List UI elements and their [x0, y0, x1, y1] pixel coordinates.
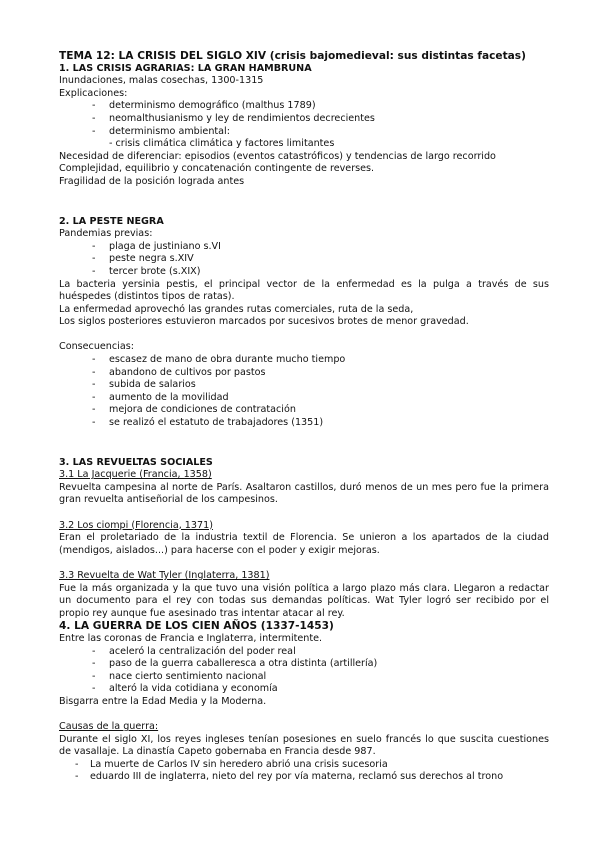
subsection-heading: 3.3 Revuelta de Wat Tyler (Inglaterra, 1381)	[59, 569, 270, 581]
section-1-heading: 1. LAS CRISIS AGRARIAS: LA GRAN HAMBRUNA	[59, 62, 312, 74]
document-title: TEMA 12: LA CRISIS DEL SIGLO XIV (crisis bajomedieval: sus distintas facetas)	[59, 50, 526, 62]
list-item: - abandono de cultivos por pastos	[92, 366, 266, 378]
text-line: Explicaciones:	[59, 87, 128, 99]
list-item: - subida de salarios	[92, 379, 196, 391]
list-item: - tercer brote (s.XIX)	[92, 265, 201, 277]
list-item: - aceleró la centralización del poder real	[92, 645, 296, 657]
list-item-text: La muerte de Carlos IV sin heredero abrió una crisis sucesoria	[90, 758, 388, 770]
list-item-text: escasez de mano de obra durante mucho tiempo	[109, 354, 346, 366]
list-item-text: plaga de justiniano s.VI	[109, 240, 221, 252]
list-item: - se realizó el estatuto de trabajadores (1351)	[92, 417, 324, 429]
paragraph: Revuelta campesina al norte de París. Asaltaron castillos, duró menos de un mes pero fue la primera gran revuelta antiseñorial de los campesinos.	[59, 481, 549, 506]
list-item: - La muerte de Carlos IV sin heredero abrió una crisis sucesoria	[75, 758, 388, 770]
paragraph: Durante el siglo XI, los reyes ingleses tenían posesiones en suelo francés lo que suscita cuestiones de vasallaje. La dinastía Capeto gobernaba en Francia desde 987.	[59, 733, 549, 758]
section-2-heading: 2. LA PESTE NEGRA	[59, 215, 164, 227]
paragraph: Eran el proletariado de la industria textil de Florencia. Se unieron a los apartados de la ciudad (mendigos, aislados...) para hacerse con el poder y exigir mejoras.	[59, 532, 549, 556]
paragraph: La bacteria yersinia pestis, el principal vector de la enfermedad es la pulga a través de sus huéspedes (distintos tipos de ratas).	[59, 278, 549, 303]
list-item-text: nace cierto sentimiento nacional	[109, 670, 267, 682]
text-line: Necesidad de diferenciar: episodios (eventos catastróficos) y tendencias de largo recorrido	[59, 150, 496, 162]
text-line: Consecuencias:	[59, 341, 134, 353]
list-item-text: eduardo III de inglaterra, nieto del rey por vía materna, reclamó sus derechos al trono	[90, 771, 504, 783]
subsection-heading: 3.1 La Jacquerie (Francia, 1358)	[59, 469, 212, 481]
paragraph: Fue la más organizada y la que tuvo una visión política a largo plazo más clara. Llegaron a redactar un documento para el rey con todas sus demandas políticas. Wat Tyler logró ser recibido por el propio rey aunque fue asesinado tras intentar atacar al rey.	[59, 582, 549, 619]
list-item: - plaga de justiniano s.VI	[92, 240, 221, 252]
text-line: Fragilidad de la posición lograda antes	[59, 175, 245, 187]
list-item-text: neomalthusianismo y ley de rendimientos decrecientes	[109, 112, 375, 124]
list-item-text: aceleró la centralización del poder real	[109, 645, 296, 657]
text-line: Los siglos posteriores estuvieron marcados por sucesivos brotes de menor gravedad.	[59, 316, 469, 328]
text-line: Inundaciones, malas cosechas, 1300-1315	[59, 75, 264, 87]
list-item-text: aumento de la movilidad	[109, 391, 229, 403]
text-line: Entre las coronas de Francia e Inglaterra, intermitente.	[59, 632, 323, 644]
list-item-text: peste negra s.XIV	[109, 253, 194, 265]
text-line: Bisgarra entre la Edad Media y la Moderna.	[59, 695, 267, 707]
list-item-text: determinismo demográfico (malthus 1789)	[109, 100, 316, 112]
list-item: - peste negra s.XIV	[92, 253, 194, 265]
list-item-text: alteró la vida cotidiana y economía	[109, 683, 278, 695]
list-item: - paso de la guerra caballeresca a otra distinta (artillería)	[92, 658, 378, 670]
list-item-text: mejora de condiciones de contratación	[109, 404, 296, 416]
list-item: - nace cierto sentimiento nacional	[92, 670, 267, 682]
list-item: - escasez de mano de obra durante mucho tiempo	[92, 354, 346, 366]
list-item: - mejora de condiciones de contratación	[92, 404, 296, 416]
section-4-heading: 4. LA GUERRA DE LOS CIEN AÑOS (1337-1453)	[59, 620, 334, 633]
sub-list-item: - crisis climática climática y factores limitantes	[109, 138, 335, 150]
list-item: - eduardo III de inglaterra, nieto del rey por vía materna, reclamó sus derechos al trono	[75, 771, 504, 783]
section-3-heading: 3. LAS REVUELTAS SOCIALES	[59, 456, 213, 468]
list-item: - alteró la vida cotidiana y economía	[92, 683, 278, 695]
list-item: - neomalthusianismo y ley de rendimientos decrecientes	[92, 112, 375, 124]
document-page	[59, 50, 549, 784]
list-item-text: subida de salarios	[109, 379, 196, 391]
text-line: La enfermedad aprovechó las grandes rutas comerciales, ruta de la seda,	[59, 303, 414, 315]
subsection-heading: Causas de la guerra:	[59, 721, 159, 733]
list-item-text: tercer brote (s.XIX)	[109, 265, 201, 277]
list-item: - determinismo ambiental:	[92, 125, 230, 137]
list-item-text: se realizó el estatuto de trabajadores (1351)	[109, 417, 324, 429]
list-item-text: paso de la guerra caballeresca a otra distinta (artillería)	[109, 658, 378, 670]
list-item-text: abandono de cultivos por pastos	[109, 366, 266, 378]
list-item: - aumento de la movilidad	[92, 391, 229, 403]
text-line: Pandemias previas:	[59, 228, 153, 240]
subsection-heading: 3.2 Los ciompi (Florencia, 1371)	[59, 519, 213, 531]
list-item-text: determinismo ambiental:	[109, 125, 230, 137]
list-item: - determinismo demográfico (malthus 1789)	[92, 100, 316, 112]
text-line: Complejidad, equilibrio y concatenación contingente de reverses.	[59, 163, 375, 175]
